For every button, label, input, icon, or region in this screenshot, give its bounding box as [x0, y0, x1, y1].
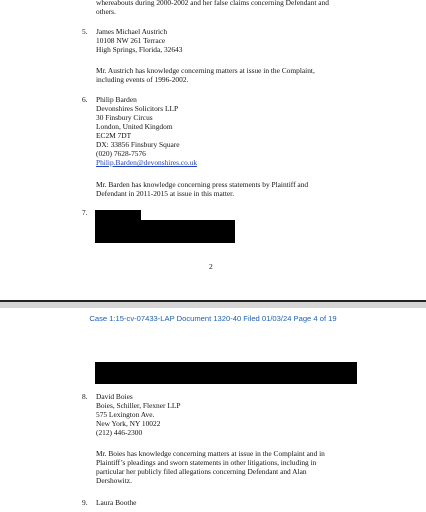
- witness-name: Laura Boothe: [96, 498, 137, 507]
- witness-name: Philip Barden: [96, 95, 137, 104]
- address-line: Boies, Schiller, Flexner LLP: [96, 401, 181, 410]
- phone-line: (212) 446-2300: [96, 428, 143, 437]
- address-line: High Springs, Florida, 32643: [96, 45, 183, 54]
- address-line: 30 Finsbury Circus: [96, 113, 153, 122]
- description-line: Mr. Boies has knowledge concerning matters at issue in the Complaint and in: [96, 449, 325, 458]
- description-line: including events of 1996-2002.: [96, 75, 189, 84]
- redaction-bar: [95, 220, 235, 243]
- description-line: Defendant in 2011-2015 at issue in this matter.: [96, 189, 235, 198]
- witness-name: James Michael Austrich: [96, 27, 168, 36]
- entry-number: 9.: [82, 498, 88, 507]
- entry-number: 7.: [82, 208, 88, 217]
- document-page-2: [0, 308, 426, 512]
- address-line: Devonshires Solicitors LLP: [96, 104, 179, 113]
- description-line: Dershowitz.: [96, 476, 132, 485]
- redaction-bar: [95, 362, 357, 384]
- case-header: Case 1:15-cv-07433-LAP Document 1320-40 Filed 01/03/24 Page 4 of 19: [89, 314, 337, 323]
- description-line: Mr. Austrich has knowledge concerning matters at issue in the Complaint,: [96, 66, 315, 75]
- email-link[interactable]: Philip.Barden@devonshires.co.uk: [96, 158, 198, 167]
- address-line: London, United Kingdom: [96, 122, 173, 131]
- description-line: Plaintiff’s pleadings and sworn statements in other litigations, including in: [96, 458, 317, 467]
- address-line: EC2M 7DT: [96, 131, 132, 140]
- description-line: particular her publicly filed allegations concerning Defendant and Alan: [96, 467, 307, 476]
- intro-line: whereabouts during 2000-2002 and her false claims concerning Defendant and: [96, 0, 329, 7]
- entry-number: 6.: [82, 95, 88, 104]
- address-line: 575 Lexington Ave.: [96, 410, 155, 419]
- intro-line: others.: [96, 7, 116, 16]
- address-line: New York, NY 10022: [96, 419, 161, 428]
- entry-number: 5.: [82, 27, 88, 36]
- entry-number: 8.: [82, 392, 88, 401]
- address-line: DX: 33856 Finsbury Square: [96, 140, 180, 149]
- redaction-bar: [95, 210, 141, 220]
- phone-line: (020) 7628-7576: [96, 149, 146, 158]
- page-separator: [0, 300, 426, 308]
- witness-name: David Boies: [96, 392, 133, 401]
- page-number: 2: [209, 262, 213, 271]
- description-line: Mr. Barden has knowledge concerning press statements by Plaintiff and: [96, 180, 309, 189]
- address-line: 10108 NW 261 Terrace: [96, 36, 166, 45]
